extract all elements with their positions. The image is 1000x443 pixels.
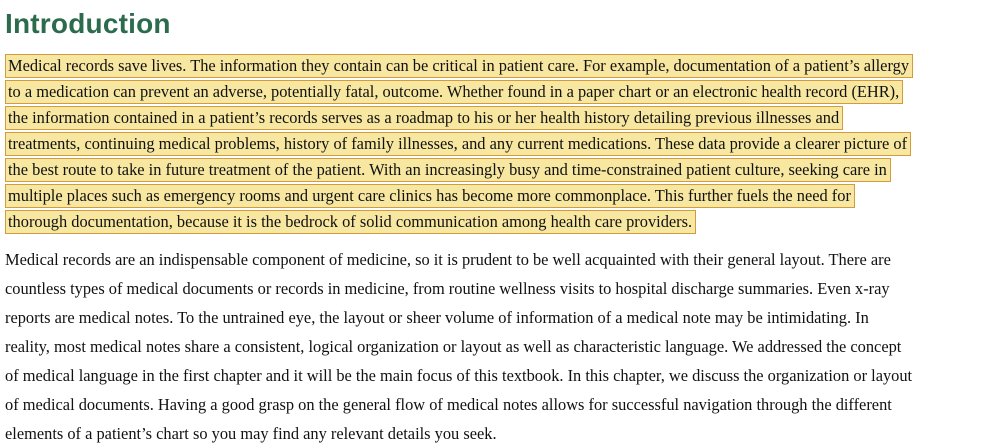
highlight-span: the best route to take in future treatment of the patient. With an increasingly busy and time-constrained patient culture, seeking care in [5, 158, 891, 182]
text-line [5, 53, 994, 79]
highlight-span: the information contained in a patient’s records serves as a roadmap to his or her health history detailing previous illnesses and [5, 106, 843, 130]
text-line [5, 209, 994, 235]
highlight-span: Medical records save lives. The information they contain can be critical in patient care. For example, documentation of a patient’s allergy [5, 54, 913, 78]
text-line: of medical language in the first chapter and it will be the main focus of this textbook. In this chapter, we discuss the organization or layout [5, 366, 913, 385]
text-line: reality, most medical notes share a consistent, logical organization or layout as well as characteristic language. We addressed the concept [5, 337, 902, 356]
text-line: countless types of medical documents or records in medicine, from routine wellness visits to hospital discharge summaries. Even x-ray [5, 279, 890, 298]
text-line: reports are medical notes. To the untrained eye, the layout or sheer volume of information of a medical note may be intimidating. In [5, 308, 869, 327]
text-line [5, 79, 994, 105]
text-line: Medical records are an indispensable component of medicine, so it is prudent to be well acquainted with their general layout. There are [5, 250, 891, 269]
text-line [5, 105, 994, 131]
highlighted-paragraph [5, 53, 994, 235]
highlight-span: multiple places such as emergency rooms and urgent care clinics has become more commonplace. This further fuels the need for [5, 184, 855, 208]
text-line [5, 131, 994, 157]
text-line [5, 157, 994, 183]
text-line: of medical documents. Having a good grasp on the general flow of medical notes allows for successful navigation through the different [5, 395, 892, 414]
text-line: elements of a patient’s chart so you may find any relevant details you seek. [5, 424, 497, 443]
highlight-span: thorough documentation, because it is the bedrock of solid communication among health care providers. [5, 210, 696, 234]
highlight-span: treatments, continuing medical problems, history of family illnesses, and any current medications. These data provide a clearer picture of [5, 132, 911, 156]
highlight-span: to a medication can prevent an adverse, potentially fatal, outcome. Whether found in a paper chart or an electronic health record (EHR), [5, 80, 903, 104]
page-title: Introduction [5, 8, 171, 39]
body-paragraph [5, 245, 994, 443]
text-line [5, 183, 994, 209]
